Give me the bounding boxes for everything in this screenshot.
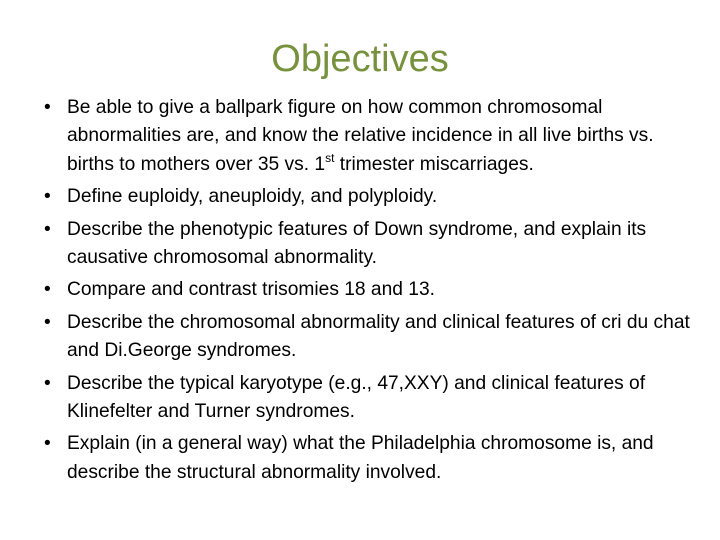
bullet-icon: • [44,311,51,333]
bullet-text: Describe the phenotypic features of Down syndrome, and explain its causative chromosomal abnormality. [67,218,647,269]
list-item [44,216,694,273]
list-item [44,309,694,366]
bullet-icon: • [44,186,51,208]
bullet-text: Describe the chromosomal abnormality and clinical features of cri du chat and Di.George syndromes. [67,311,690,362]
bullet-icon: • [44,433,51,455]
bullet-text: Be able to give a ballpark figure on how common chromosomal abnormalities are, and know the relative incidence in all live births vs. births to mothers over 35 vs. 1 [67,97,654,175]
bullet-icon: • [44,218,51,240]
list-item [44,370,694,427]
ordinal-suffix: st [325,150,335,165]
bullet-icon: • [44,372,51,394]
slide-title: Objectives [271,38,449,80]
bullet-icon: • [44,97,51,118]
bullet-text-continued: trimester miscarriages. [334,153,534,175]
bullet-text: Explain (in a general way) what the Philadelphia chromosome is, and describe the structural abnormality involved. [67,433,654,483]
objectives-list [44,94,694,491]
list-item [44,430,694,487]
bullet-icon: • [44,279,51,301]
bullet-text: Define euploidy, aneuploidy, and polyploidy. [67,186,438,208]
bullet-text: Compare and contrast trisomies 18 and 13. [67,279,435,301]
list-item [44,94,694,179]
list-item [44,183,694,211]
bullet-text: Describe the typical karyotype (e.g., 47,XXY) and clinical features of Klinefelter and Turner syndromes. [67,372,646,423]
list-item [44,276,694,304]
